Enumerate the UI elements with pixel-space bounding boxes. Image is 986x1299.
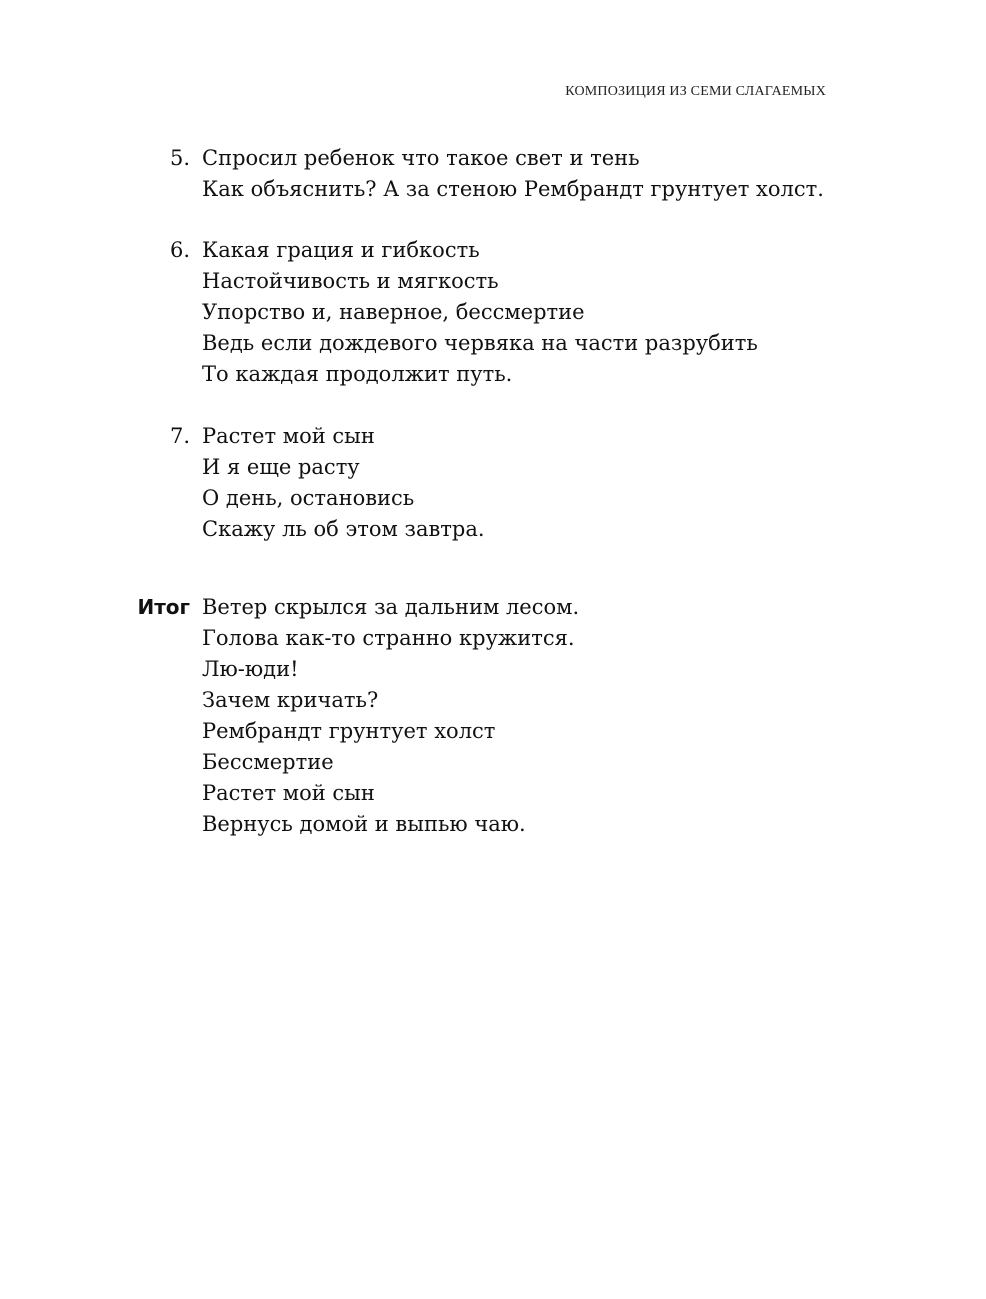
verse-line: Растет мой сын <box>202 424 375 448</box>
verse-line: То каждая продолжит путь. <box>202 362 513 386</box>
verse-line: Растет мой сын <box>202 781 375 805</box>
verse-line: Ведь если дождевого червяка на части разрубить <box>202 331 758 355</box>
verse-line: Спросил ребенок что такое свет и тень <box>202 146 640 170</box>
verse-line: Голова как-то странно кружится. <box>202 626 575 650</box>
section-number: 6. <box>169 238 190 262</box>
verse-line: Какая грация и гибкость <box>202 238 480 262</box>
verse-line: Настойчивость и мягкость <box>202 269 499 293</box>
stanza <box>202 235 758 390</box>
stanza <box>202 143 824 205</box>
verse-line: Как объяснить? А за стеною Рембрандт грунтует холст. <box>202 177 824 201</box>
running-header: КОМПОЗИЦИЯ ИЗ СЕМИ СЛАГАЕМЫХ <box>565 84 826 99</box>
stanza <box>202 421 485 545</box>
verse-line: Вернусь домой и выпью чаю. <box>202 812 526 836</box>
verse-line: И я еще расту <box>202 455 360 479</box>
verse-line: Упорство и, наверное, бессмертие <box>202 300 585 324</box>
verse-line: Рембрандт грунтует холст <box>202 719 496 743</box>
verse-line: Скажу ль об этом завтра. <box>202 517 485 541</box>
verse-line: Бессмертие <box>202 750 334 774</box>
verse-line: О день, остановись <box>202 486 415 510</box>
summary-label: Итог <box>137 595 190 619</box>
verse-line: Лю-юди! <box>202 657 299 681</box>
section-number: 7. <box>169 424 190 448</box>
section-number: 5. <box>169 146 190 170</box>
verse-line: Зачем кричать? <box>202 688 379 712</box>
stanza <box>202 592 579 840</box>
verse-line: Ветер скрылся за дальним лесом. <box>202 595 580 619</box>
